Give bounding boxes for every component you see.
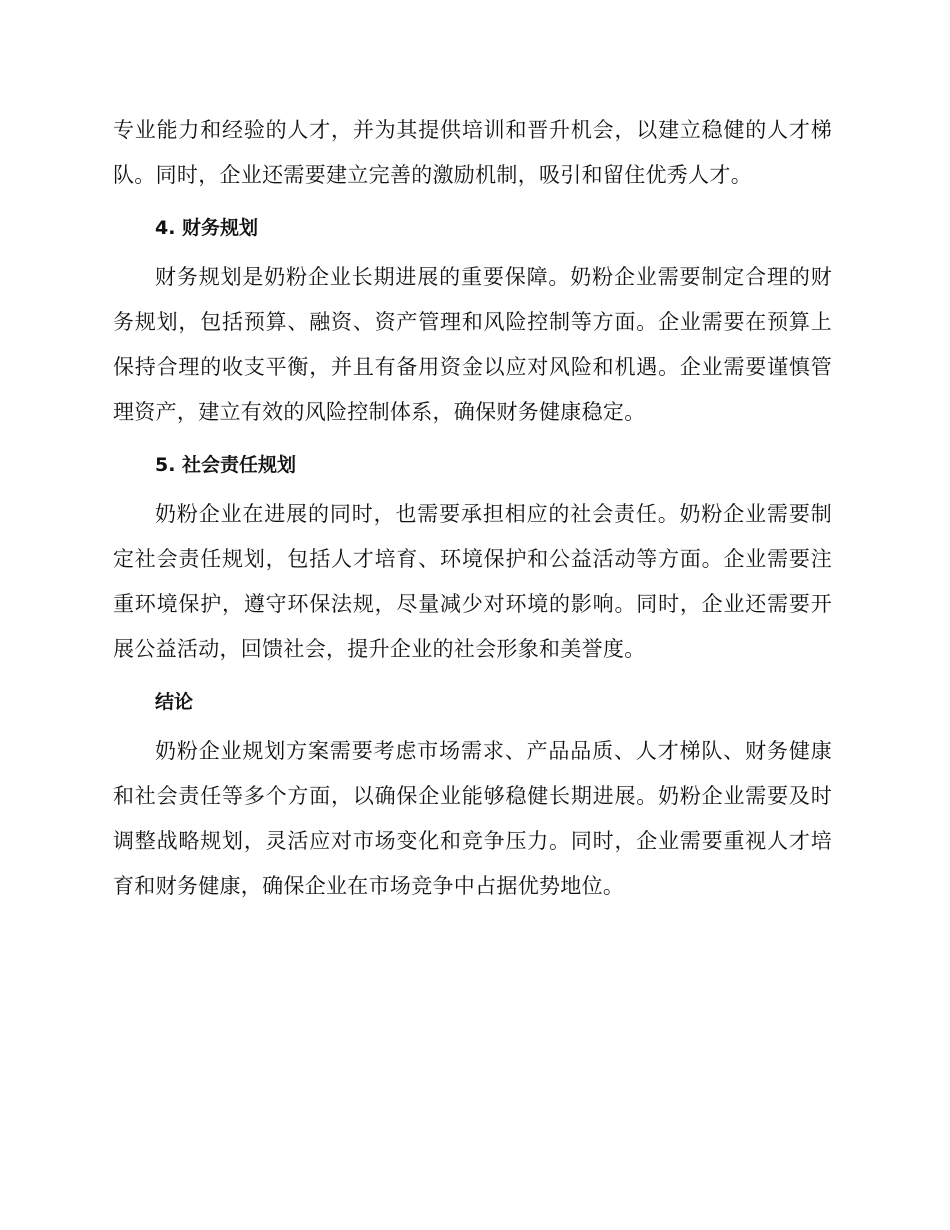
paragraph-conclusion: 奶粉企业规划方案需要考虑市场需求、产品品质、人才梯队、财务健康和社会责任等多个方面，以确保企业能够稳健长期进展。奶粉企业需要及时调整战略规划，灵活应对市场变化和竞争压力。同时，企业需要重视人才培育和财务健康，确保企业在市场竞争中占据优势地位。 [113, 739, 832, 898]
paragraph-talent-continued: 专业能力和经验的人才，并为其提供培训和晋升机会，以建立稳健的人才梯队。同时，企业还需要建立完善的激励机制，吸引和留住优秀人才。 [113, 118, 832, 187]
heading-social-responsibility: 5. 社会责任规划 [155, 454, 297, 476]
paragraph-social-responsibility: 奶粉企业在进展的同时，也需要承担相应的社会责任。奶粉企业需要制定社会责任规划，包括人才培育、环境保护和公益活动等方面。企业需要注重环境保护，遵守环保法规，尽量减少对环境的影响。同时，企业还需要开展公益活动，回馈社会，提升企业的社会形象和美誉度。 [113, 502, 832, 661]
heading-conclusion: 结论 [155, 691, 194, 713]
paragraph-financial-planning: 财务规划是奶粉企业长期进展的重要保障。奶粉企业需要制定合理的财务规划，包括预算、融资、资产管理和风险控制等方面。企业需要在预算上保持合理的收支平衡，并且有备用资金以应对风险和机遇。企业需要谨慎管理资产，建立有效的风险控制体系，确保财务健康稳定。 [113, 265, 832, 424]
heading-financial-planning: 4. 财务规划 [155, 217, 259, 239]
